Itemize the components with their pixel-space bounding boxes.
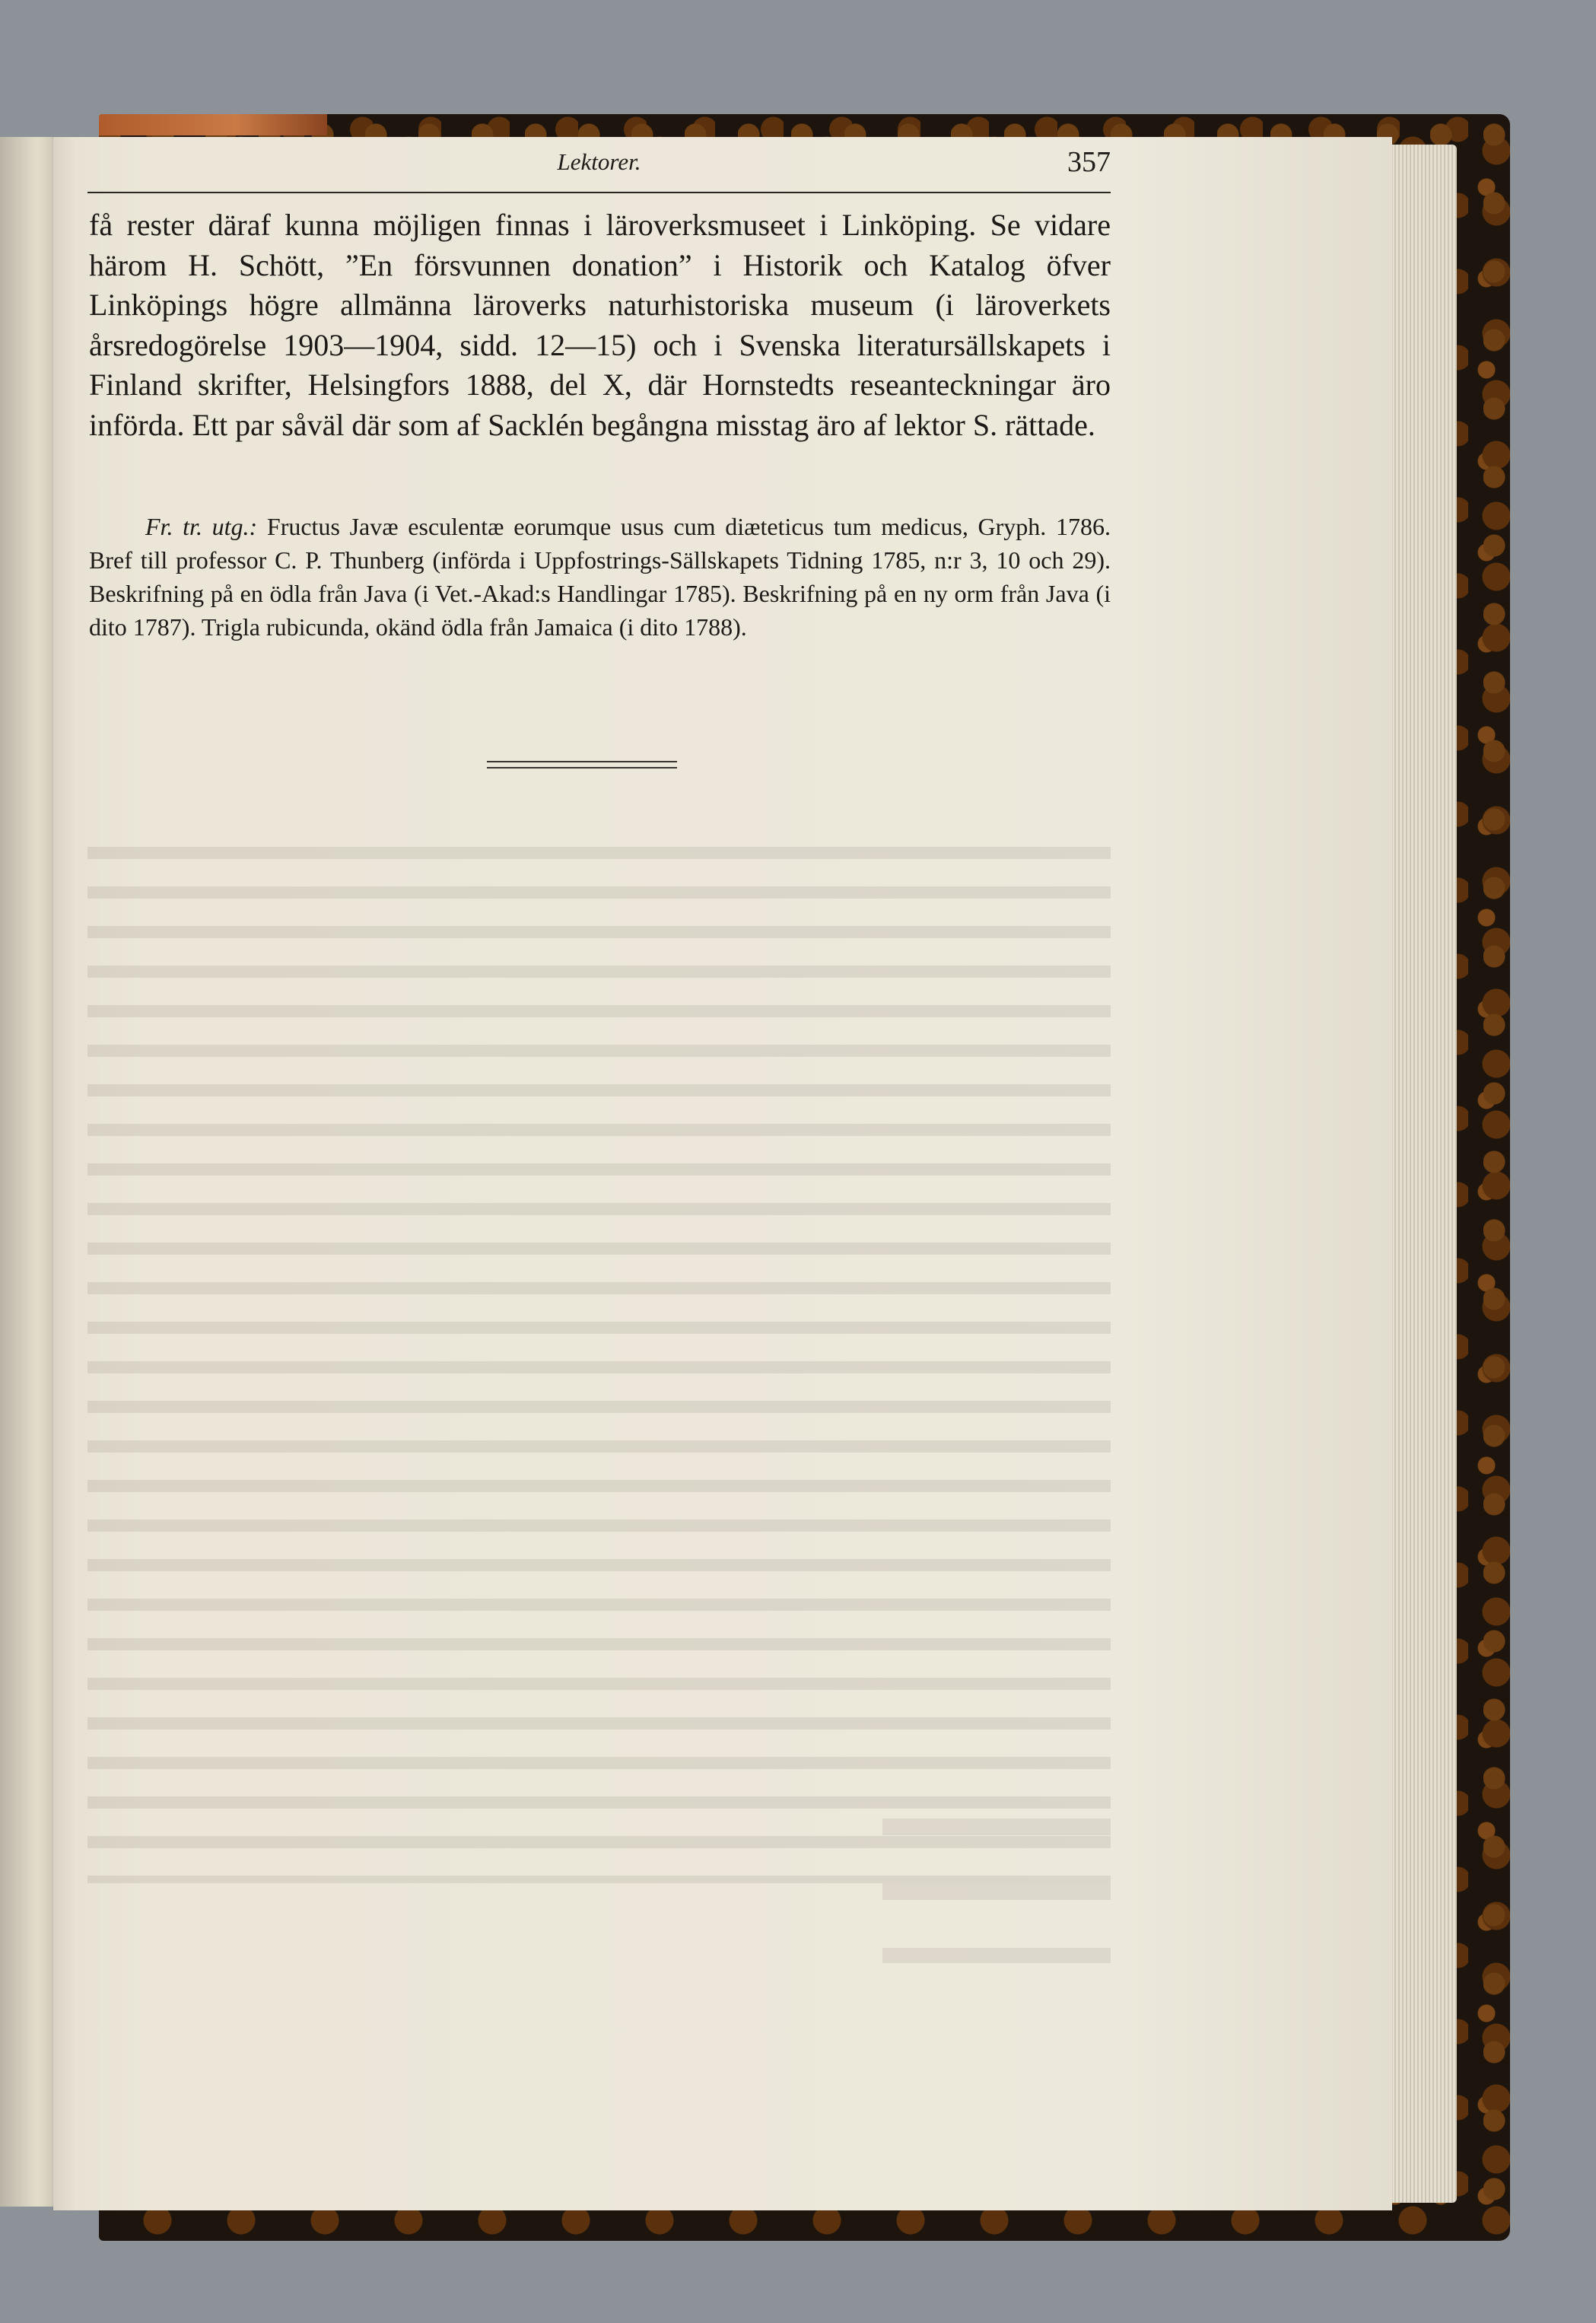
reverse-side-show-through-block: [882, 1796, 1111, 1963]
running-head: Lektorer.: [557, 148, 641, 175]
footnote-lead: Fr. tr. utg.:: [145, 513, 258, 540]
page-stack-edge: [1381, 145, 1457, 2203]
leather-spine-strip: [99, 114, 327, 135]
reverse-side-show-through: [87, 833, 1111, 1883]
page-header: [87, 148, 1111, 186]
body-paragraph: få rester däraf kunna möjligen finnas i läroverksmuseet i Linköping. Se vidare härom H. Schött, ”En försvunnen donation” i Historik och Katalog öfver Linköpings högre allmänna läroverks naturhistoriska museum (i läroverkets årsredogörelse 1903—1904, sidd. 12—15) och i Svenska literatursällskapets i Finland skrifter, Helsingfors 1888, del X, där Hornstedts reseanteckningar äro införda. Ett par såväl där som af Sacklén begångna misstag äro af lektor S. rättade.: [89, 208, 1111, 442]
footnote-text: Fructus Javæ esculentæ eorumque usus cum diæteticus tum medicus, Gryph. 1786. Bref till professor C. P. Thunberg (införda i Uppfostrings-Sällskapets Tidning 1785, n:r 3, 10 och 29). Beskrifning på en ödla från Java (i Vet.-Akad:s Handlingar 1785). Beskrifning på en ny orm från Java (i dito 1787). Trigla rubicunda, okänd ödla från Jamaica (i dito 1788).: [89, 513, 1111, 641]
facing-page-edge: [0, 137, 53, 2207]
page-number: 357: [1067, 146, 1111, 178]
section-end-rule: [487, 761, 677, 768]
header-rule: [87, 192, 1111, 193]
footnote: [89, 510, 1111, 644]
